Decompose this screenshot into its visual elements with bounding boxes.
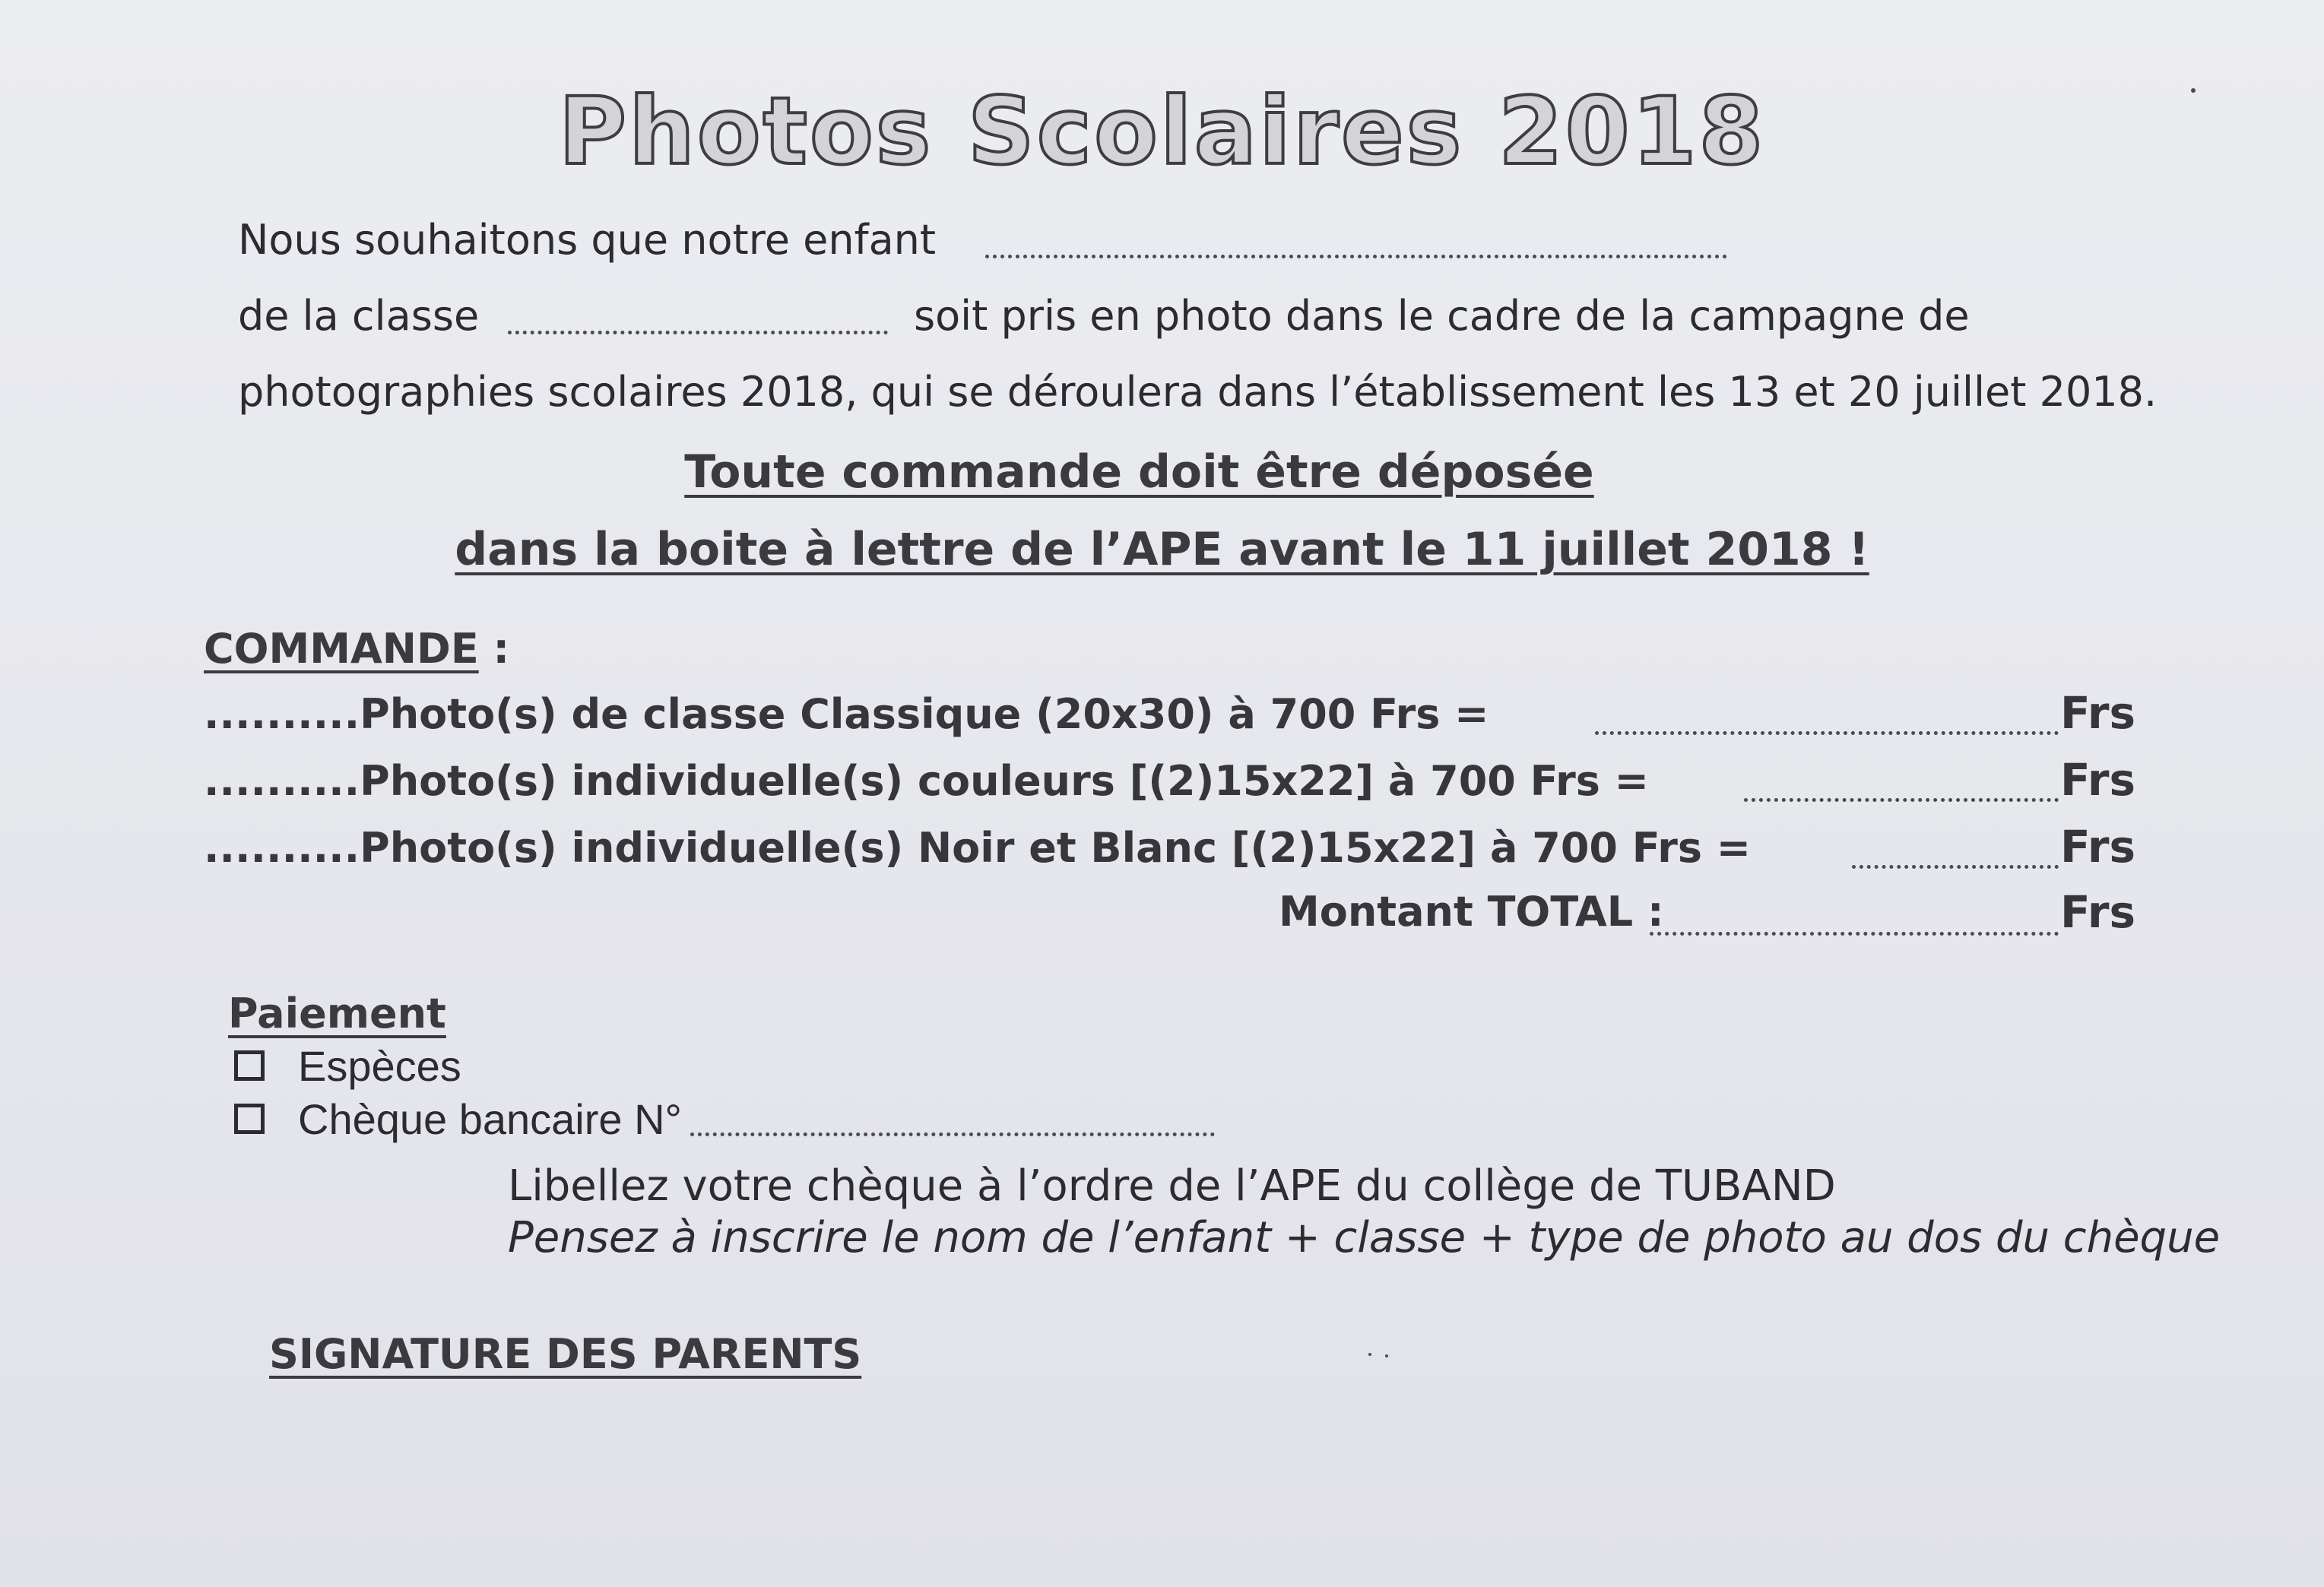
order-item-2-qty-field[interactable]: .......... <box>204 757 360 805</box>
child-name-field[interactable] <box>985 255 1727 258</box>
total-unit: Frs <box>2060 886 2136 938</box>
payment-heading: Paiement <box>228 990 446 1037</box>
order-item-2-unit: Frs <box>2060 754 2136 806</box>
intro-line-2-suffix: soit pris en photo dans le cadre de la campagne de <box>914 292 1970 340</box>
order-item-1 <box>204 690 1489 738</box>
signature-heading: SIGNATURE DES PARENTS <box>269 1330 862 1378</box>
paper-speck <box>1385 1354 1388 1357</box>
order-item-3 <box>204 824 1751 872</box>
total-amount-field[interactable] <box>1650 932 2059 936</box>
order-heading-colon: : <box>478 625 510 673</box>
order-item-1-label: Photo(s) de classe Classique (20x30) à 700 Frs = <box>360 690 1489 738</box>
payment-note-2: Pensez à inscrire le nom de l’enfant + classe + type de photo au dos du chèque <box>508 1213 2221 1262</box>
order-item-3-unit: Frs <box>2060 821 2136 873</box>
order-item-3-label: Photo(s) individuelle(s) Noir et Blanc [(2)15x22] à 700 Frs = <box>360 824 1752 872</box>
order-item-1-qty-field[interactable]: .......... <box>204 690 360 738</box>
paper-speck <box>2191 88 2196 93</box>
cash-checkbox[interactable] <box>234 1050 265 1081</box>
page-title: Photos Scolaires 2018 <box>558 78 1766 185</box>
order-heading-label: COMMANDE <box>204 625 479 673</box>
payment-note-1: Libellez votre chèque à l’ordre de l’APE du collège de TUBAND <box>508 1161 1836 1211</box>
order-item-2-amount-field[interactable] <box>1744 798 2059 802</box>
intro-line-2-prefix: de la classe <box>238 292 480 340</box>
class-field[interactable] <box>508 331 888 334</box>
order-heading <box>204 625 509 673</box>
cheque-number-field[interactable] <box>690 1132 1215 1136</box>
order-item-2 <box>204 757 1649 805</box>
order-item-3-qty-field[interactable]: .......... <box>204 824 360 872</box>
deadline-line-2: dans la boite à lettre de l’APE avant le 11 juillet 2018 ! <box>455 523 1869 576</box>
order-item-1-amount-field[interactable] <box>1595 731 2059 735</box>
intro-line-1: Nous souhaitons que notre enfant <box>238 216 937 264</box>
order-item-3-amount-field[interactable] <box>1852 865 2059 869</box>
order-item-1-unit: Frs <box>2060 687 2136 739</box>
order-item-2-label: Photo(s) individuelle(s) couleurs [(2)15x22] à 700 Frs = <box>360 757 1649 805</box>
total-label: Montant TOTAL : <box>1279 888 1664 936</box>
paper-speck <box>1368 1353 1371 1356</box>
signature-area[interactable] <box>0 1391 2324 1587</box>
intro-line-3: photographies scolaires 2018, qui se déroulera dans l’établissement les 13 et 20 juillet 2018. <box>238 368 2158 416</box>
cheque-option-label: Chèque bancaire N° <box>298 1095 682 1143</box>
deadline-line-1: Toute commande doit être déposée <box>684 445 1594 499</box>
cash-option-label: Espèces <box>298 1042 461 1090</box>
cheque-checkbox[interactable] <box>234 1104 265 1134</box>
